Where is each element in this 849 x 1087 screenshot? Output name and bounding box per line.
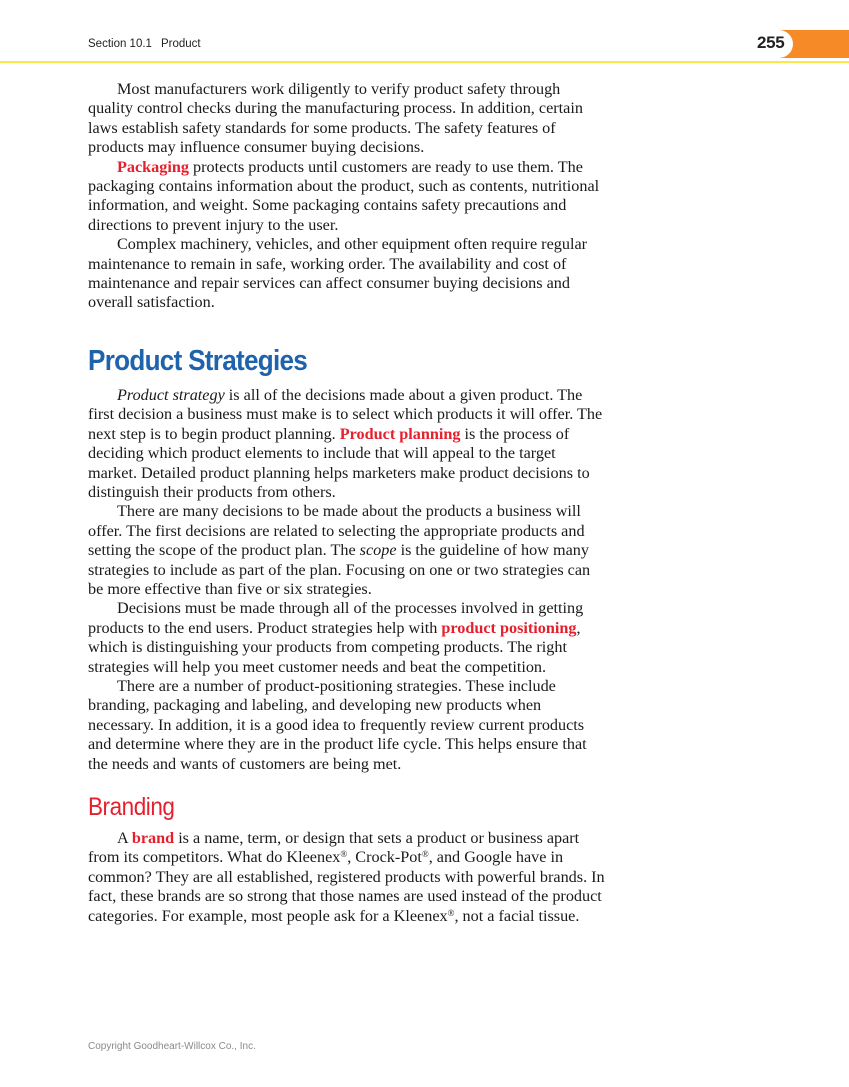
copyright-footer: Copyright Goodheart-Willcox Co., Inc. [88,1041,256,1052]
subsection-heading: Branding [88,793,175,821]
paragraph: There are many decisions to be made about the products a business will offer. The first decisions are related to selecting the appropriate products and setting the scope of the product plan. The scope is the guideline of how many strategies to include as part of the plan. Focusing on one or two strategies can be more effective than five or six strategies. [88,502,591,598]
paragraph: Complex machinery, vehicles, and other equipment often require regular maintenance to remain in safe, working order. The availability and cost of maintenance and repair services can affect consumer buying decisions and overall satisfaction. [88,235,588,312]
key-term: product positioning [441,618,577,637]
section-title: Product [160,38,201,50]
header-rule [0,61,849,63]
paragraph: Most manufacturers work diligently to verify product safety through quality control checks during the manufacturing process. In addition, certain laws establish safety standards for some products. The safety features of products may influence consumer buying decisions. [88,80,583,157]
paragraph: A brand is a name, term, or design that sets a product or business apart from its competitors. What do Kleenex®, Crock-Pot®, and Google have in common? They are all established, registered products with powerful brands. In fact, these brands are so strong that those names are used instead of the product categories. For example, most people ask for a Kleenex®, not a facial tissue. [88,829,605,925]
key-term: Packaging [117,157,189,176]
registered-mark: ® [421,849,429,860]
paragraph: Product strategy is all of the decisions made about a given product. The first decision a business must make is to select which products it will offer. The next step is to begin product planning. Product planning is the process of deciding which product elements to include that will appeal to the target market. Detailed product planning helps marketers make product decisions to distinguish their products from others. [88,385,603,501]
section-heading: Product Strategies [88,344,308,377]
paragraph: Packaging protects products until customers are ready to use them. The packaging contains information about the product, such as contents, nutritional information, and weight. Some packaging contains safety precautions and directions to prevent injury to the user. [88,157,600,234]
key-term: Product planning [339,424,461,443]
page-content [88,80,608,926]
paragraph: Decisions must be made through all of the processes involved in getting products to the end users. Product strategies help with product positioning, which is distinguishing your products from competing products. The right strategies will help you meet customer needs and beat the competition. [88,599,584,676]
running-header [88,38,201,50]
italic-term: Product strategy [117,385,225,404]
registered-mark: ® [447,907,455,918]
key-term: brand [131,829,175,847]
section-number: Section 10.1 [88,38,152,50]
paragraph: There are a number of product-positioning strategies. These include branding, packaging and labeling, and developing new products when necessary. In addition, it is a good idea to frequently review current products and determine where they are in the product life cycle. This helps ensure that the needs and wants of customers are being met. [88,676,587,773]
registered-mark: ® [340,849,348,860]
italic-term: scope [359,541,397,560]
page-number: 255 [757,33,785,52]
